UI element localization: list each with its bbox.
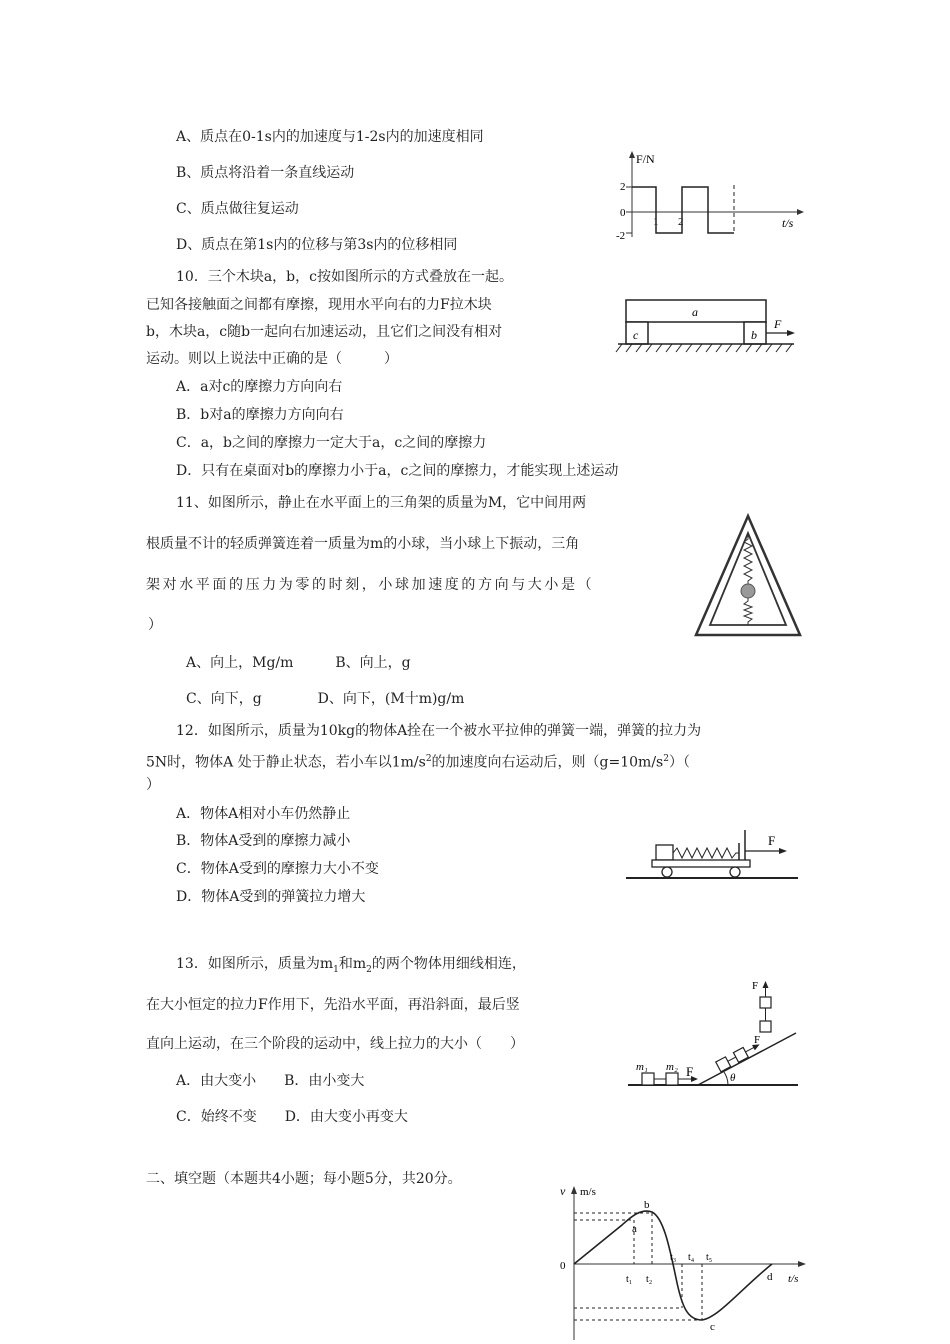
q11-stem-line4: ） [148, 617, 162, 633]
q11-stem-line3: 架对水平面的压力为零的时刻，小球加速度的方向与大小是（ [146, 577, 595, 593]
q13-stem-line1: 13．如图所示，质量为$m_1$和$m_2$的两个物体用细线相连， [176, 956, 526, 975]
vt-fig-t4: t₄ [688, 1252, 695, 1263]
q9-option-c: C、质点做往复运动 [176, 201, 299, 217]
vt-fig-unit: m/s [580, 1186, 596, 1198]
q10-stem-line2: 已知各接触面之间都有摩擦，现用水平向右的力F拉木块 [146, 297, 492, 313]
q9-fig-x1: 1 [653, 216, 659, 228]
q10-stem-line3: b，木块a，c随b一起向右加速运动，且它们之间没有相对 [146, 324, 503, 340]
q12-option-b: B．物体A受到的摩擦力减小 [176, 833, 351, 849]
q12-stem-line2: 5N时，物体A 处于静止状态，若小车以$1m/s^2$的加速度向右运动后，则$(g=10m/s^2)$（ [146, 754, 690, 771]
q10-stem-line1: 10．三个木块a，b，c按如图所示的方式叠放在一起。 [176, 269, 513, 285]
q10-blocks-figure [612, 290, 802, 362]
q11-options-ab: A、向上，Mg/m B、向上，g [186, 655, 411, 671]
q10-option-b: B．b对a的摩擦力方向向右 [176, 407, 344, 423]
vt-fig-t3: t₃ [670, 1252, 677, 1263]
q10-option-d: D．只有在桌面对b的摩擦力小于a，c之间的摩擦力，才能实现上述运动 [176, 463, 619, 479]
q9-fig-ylabel: F/N [636, 152, 655, 166]
q13-fig-m1: m₁ [636, 1061, 648, 1073]
q12-option-c: C．物体A受到的摩擦力大小不变 [176, 861, 379, 877]
q12-option-d: D．物体A受到的弹簧拉力增大 [176, 889, 366, 905]
vt-fig-t1: t₁ [626, 1274, 633, 1285]
q9-fig-yzero: 0 [620, 207, 626, 219]
q12-stem-line3: ） [146, 777, 160, 793]
q13-options-cd: C．始终不变 D．由大变小再变大 [176, 1109, 408, 1125]
q13-fig-f-horizontal: F [686, 1064, 694, 1079]
q12-cart-spring-figure [622, 825, 802, 895]
vt-fig-zero: 0 [560, 1260, 566, 1272]
q12-option-a: A．物体A相对小车仍然静止 [176, 806, 351, 822]
q9-option-d: D、质点在第1s内的位移与第3s内的位移相同 [176, 237, 458, 253]
q10-fig-label-a: a [692, 305, 698, 319]
q9-force-time-graph [612, 145, 812, 245]
q12-stem-line1: 12．如图所示，质量为10kg的物体A拴在一个被水平拉伸的弹簧一端，弹簧的拉力为 [176, 723, 702, 739]
q9-fig-x2: 2 [678, 216, 684, 228]
q12-fig-label-f: F [768, 833, 776, 848]
q13-fig-m2: m₂ [666, 1061, 678, 1073]
q13-fig-theta: θ [730, 1072, 736, 1084]
q13-fig-f-incline: F [754, 1034, 761, 1046]
q9-fig-ybot: -2 [616, 230, 626, 242]
section2-velocity-time-graph [552, 1178, 814, 1344]
q13-three-stage-figure [622, 975, 802, 1097]
vt-fig-point-d: d [767, 1271, 773, 1283]
section2-title: 二、填空题（本题共4小题；每小题5分，共20分。 [146, 1171, 462, 1187]
vt-fig-point-c: c [710, 1321, 715, 1333]
vt-fig-xlabel: t/s [788, 1273, 799, 1285]
q11-triangle-spring-figure [692, 513, 804, 639]
q10-option-a: A．a对c的摩擦力方向向右 [176, 379, 343, 395]
vt-fig-t5: t₅ [706, 1252, 713, 1263]
q9-fig-ytop: 2 [620, 181, 626, 193]
q10-fig-label-c: c [633, 328, 639, 342]
q11-stem-line1: 11、如图所示，静止在水平面上的三角架的质量为M，它中间用两 [176, 495, 587, 511]
vt-fig-point-a: a [632, 1223, 637, 1235]
q9-fig-xlabel: t/s [782, 216, 794, 230]
q9-option-a: A、质点在0-1s内的加速度与1-2s内的加速度相同 [176, 129, 484, 145]
q10-fig-label-b: b [751, 328, 757, 342]
q11-options-cd: C、向下，g D、向下，(M十m)g/m [186, 691, 465, 707]
vt-fig-t2: t₂ [646, 1274, 653, 1285]
q13-stem-line2: 在大小恒定的拉力F作用下，先沿水平面，再沿斜面，最后竖 [146, 997, 520, 1013]
q13-options-ab: A．由大变小 B．由小变大 [176, 1073, 365, 1089]
q13-stem-line3: 直向上运动，在三个阶段的运动中，线上拉力的大小（ ） [146, 1036, 524, 1052]
q10-stem-line4: 运动。则以上说法中正确的是（ ） [146, 351, 398, 367]
vt-fig-ylabel: v [560, 1184, 566, 1198]
q13-fig-f-vertical: F [752, 980, 759, 992]
q11-stem-line2: 根质量不计的轻质弹簧连着一质量为m的小球，当小球上下振动，三角 [146, 536, 580, 552]
q9-option-b: B、质点将沿着一条直线运动 [176, 165, 355, 181]
q10-option-c: C．a，b之间的摩擦力一定大于a，c之间的摩擦力 [176, 435, 487, 451]
vt-fig-point-b: b [644, 1199, 650, 1211]
q10-fig-label-f: F [774, 317, 782, 331]
